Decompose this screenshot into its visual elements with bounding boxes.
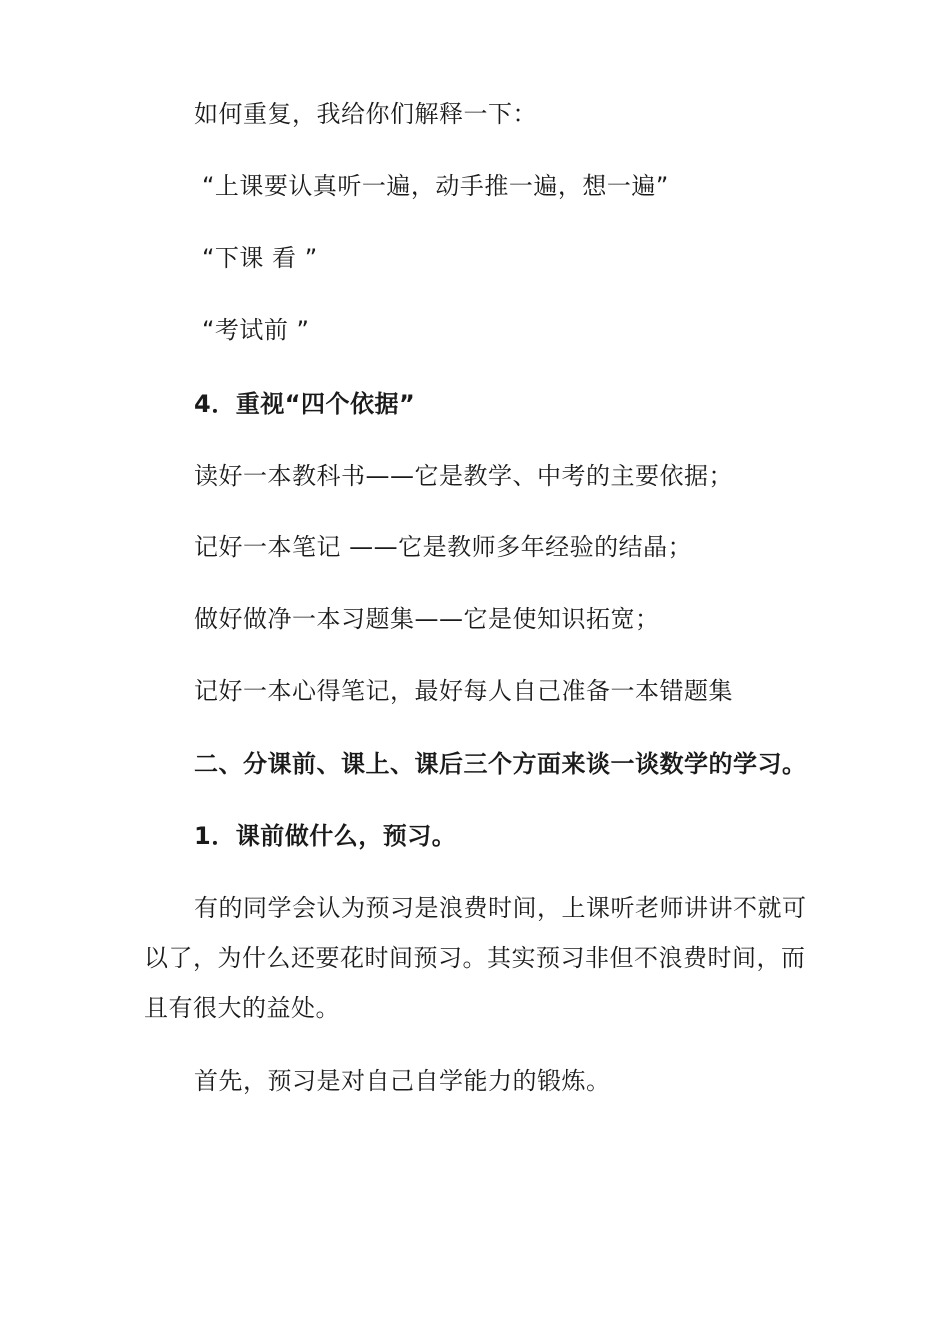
- text-line-after-class: “下课 看 ”: [202, 244, 318, 272]
- text-line-before-exam: “考试前 ”: [202, 316, 310, 344]
- text-line-mistake-book: 记好一本心得笔记，最好每人自己准备一本错题集: [194, 677, 733, 705]
- text-line-explain: 如何重复，我给你们解释一下：: [194, 100, 537, 128]
- text-line-notes: 记好一本笔记 ——它是教师多年经验的结晶；: [194, 533, 693, 561]
- text-line-exercise-book: 做好做净一本习题集——它是使知识拓宽；: [194, 605, 660, 633]
- heading-before-class: 1．课前做什么，预习。: [194, 822, 457, 850]
- heading-section-two: 二、分课前、课上、课后三个方面来谈一谈数学的学习。: [194, 750, 807, 778]
- heading-four-bases: 4．重视“四个依据”: [194, 390, 416, 418]
- paragraph-preview: 有的同学会认为预习是浪费时间，上课听老师讲讲不就可以了，为什么还要花时间预习。其实预习非但不浪费时间，而且有很大的益处。: [144, 894, 807, 1022]
- text-line-first: 首先，预习是对自己自学能力的锻炼。: [194, 1067, 611, 1095]
- text-line-in-class: “上课要认真听一遍，动手推一遍，想一遍”: [202, 172, 669, 200]
- text-line-textbook: 读好一本教科书——它是教学、中考的主要依据；: [194, 462, 733, 490]
